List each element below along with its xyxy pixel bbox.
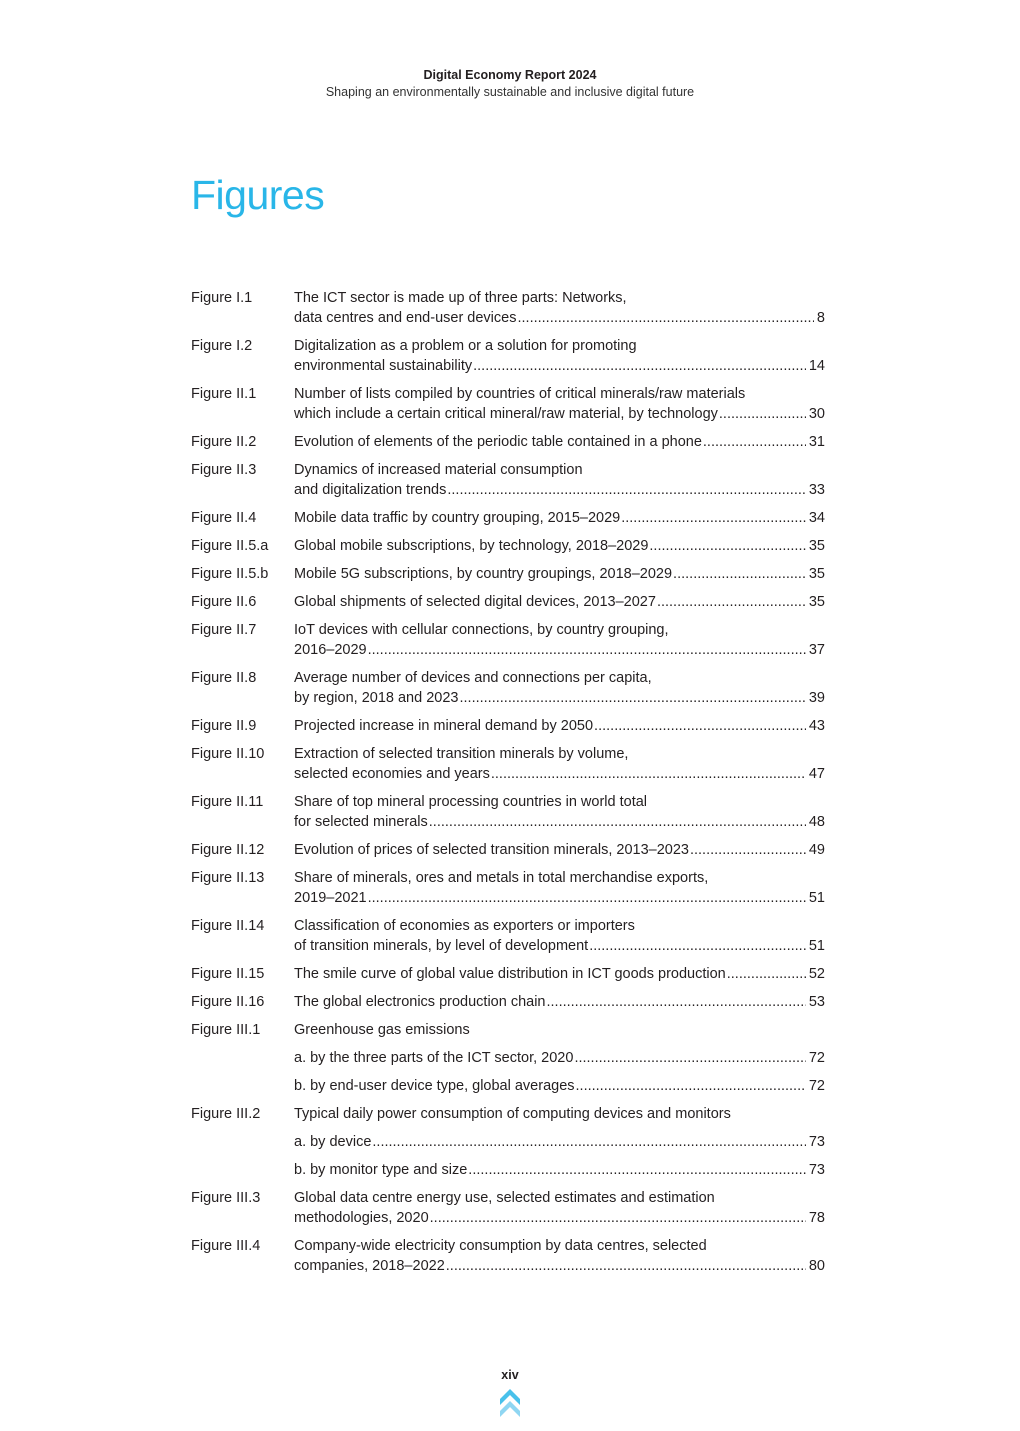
toc-entry[interactable] [191, 868, 825, 908]
figure-label: Figure II.3 [191, 462, 257, 478]
figure-title-last-line [294, 1256, 825, 1276]
toc-entry[interactable] [191, 1048, 825, 1068]
figure-title-text: Evolution of elements of the periodic table contained in a phone [294, 434, 702, 450]
figure-title [294, 432, 825, 452]
page-ref[interactable]: 72 [808, 1050, 825, 1066]
figure-title-text: selected economies and years [294, 766, 490, 782]
dot-leader [459, 688, 805, 708]
figure-title [294, 964, 825, 984]
figure-title-text: b. by end-user device type, global averages [294, 1078, 575, 1094]
figure-title-last-line [294, 1208, 825, 1228]
figure-title-last-line [294, 308, 825, 328]
figure-title [294, 668, 825, 708]
figure-label: Figure II.5.b [191, 566, 269, 582]
report-title: Digital Economy Report 2024 [423, 68, 597, 82]
figure-title-last-line [294, 1132, 825, 1152]
page-ref[interactable]: 72 [808, 1078, 825, 1094]
figure-title-last-line [294, 964, 825, 984]
toc-entry[interactable] [191, 336, 825, 376]
figure-title-line: Digitalization as a problem or a solution for promoting [294, 338, 637, 354]
figure-title [294, 1076, 825, 1096]
toc-entry[interactable] [191, 508, 825, 528]
figure-title [294, 288, 825, 328]
figure-label [191, 1160, 294, 1180]
figure-label [191, 1076, 294, 1096]
toc-entry[interactable] [191, 1160, 825, 1180]
page-ref[interactable]: 49 [808, 842, 825, 858]
toc-entry[interactable] [191, 536, 825, 556]
figure-title [294, 384, 825, 424]
dot-leader [719, 404, 806, 424]
dot-leader [727, 964, 806, 984]
dot-leader [649, 536, 805, 556]
figure-title-last-line [294, 1048, 825, 1068]
page-title: Figures [191, 172, 325, 218]
dot-leader [517, 308, 813, 328]
toc-entry[interactable] [191, 1104, 825, 1124]
dot-leader [589, 936, 806, 956]
figure-title-last-line [294, 508, 825, 528]
figure-title-line: Global data centre energy use, selected estimates and estimation [294, 1190, 715, 1206]
toc-entry[interactable] [191, 792, 825, 832]
list-of-figures [191, 288, 825, 1284]
toc-entry[interactable] [191, 432, 825, 452]
dot-leader [576, 1076, 806, 1096]
dot-leader [657, 592, 806, 612]
figure-title [294, 1236, 825, 1276]
figure-title [294, 1104, 825, 1124]
page-ref[interactable]: 51 [808, 938, 825, 954]
dot-leader [703, 432, 806, 452]
page-ref[interactable]: 14 [808, 358, 825, 374]
figure-title-last-line [294, 992, 825, 1012]
dot-leader [546, 992, 805, 1012]
toc-entry[interactable] [191, 592, 825, 612]
figure-title-line: Share of minerals, ores and metals in total merchandise exports, [294, 870, 709, 886]
toc-entry[interactable] [191, 1076, 825, 1096]
figure-title-line: Number of lists compiled by countries of critical minerals/raw materials [294, 386, 746, 402]
figure-title [294, 1160, 825, 1180]
page-ref[interactable]: 53 [808, 994, 825, 1010]
page-ref[interactable]: 35 [808, 538, 825, 554]
figure-title-last-line [294, 356, 825, 376]
toc-entry[interactable] [191, 620, 825, 660]
figure-title-line: Typical daily power consumption of computing devices and monitors [294, 1106, 731, 1122]
figure-title-text: Global shipments of selected digital devices, 2013–2027 [294, 594, 656, 610]
toc-entry[interactable] [191, 668, 825, 708]
figure-label: Figure II.7 [191, 622, 257, 638]
figure-title-text: b. by monitor type and size [294, 1162, 468, 1178]
figure-title [294, 868, 825, 908]
dot-leader [473, 356, 806, 376]
figure-title-line: The ICT sector is made up of three parts: Networks, [294, 290, 627, 306]
figure-title [294, 744, 825, 784]
page-ref[interactable]: 35 [808, 566, 825, 582]
figure-title-line: Greenhouse gas emissions [294, 1022, 470, 1038]
figure-title-last-line [294, 888, 825, 908]
page-ref[interactable]: 37 [808, 642, 825, 658]
toc-entry[interactable] [191, 288, 825, 328]
figure-title-line: Company-wide electricity consumption by data centres, selected [294, 1238, 707, 1254]
figure-label: Figure II.16 [191, 994, 265, 1010]
toc-entry[interactable] [191, 564, 825, 584]
figure-title-last-line [294, 404, 825, 424]
figure-title [294, 716, 825, 736]
figure-label: Figure II.1 [191, 386, 257, 402]
page-ref[interactable]: 31 [808, 434, 825, 450]
figure-label: Figure II.11 [191, 794, 264, 810]
dot-leader [673, 564, 806, 584]
figure-title-text: Projected increase in mineral demand by 2050 [294, 718, 594, 734]
figure-title-text: Evolution of prices of selected transition minerals, 2013–2023 [294, 842, 689, 858]
figure-title-last-line [294, 536, 825, 556]
page-ref[interactable]: 30 [808, 406, 825, 422]
toc-entry[interactable] [191, 1132, 825, 1152]
figure-title-text: Mobile data traffic by country grouping, 2015–2029 [294, 510, 621, 526]
figure-title-last-line [294, 432, 825, 452]
figure-label: Figure II.4 [191, 510, 257, 526]
toc-entry[interactable] [191, 1188, 825, 1228]
figure-title-text: data centres and end-user devices [294, 310, 517, 326]
figure-title-line: IoT devices with cellular connections, by country grouping, [294, 622, 669, 638]
toc-entry[interactable] [191, 916, 825, 956]
figure-title-last-line [294, 592, 825, 612]
figure-title-text: 2019–2021 [294, 890, 367, 906]
figure-title-text: The smile curve of global value distribution in ICT goods production [294, 966, 726, 982]
figure-title [294, 792, 825, 832]
dot-leader [491, 764, 806, 784]
page-ref[interactable]: 73 [808, 1134, 825, 1150]
figure-title-text: and digitalization trends [294, 482, 447, 498]
figure-title [294, 336, 825, 376]
figure-title [294, 840, 825, 860]
page-ref[interactable]: 43 [808, 718, 825, 734]
figure-title-last-line [294, 936, 825, 956]
figure-title-text: methodologies, 2020 [294, 1210, 429, 1226]
figure-label: Figure II.8 [191, 670, 257, 686]
toc-entry[interactable] [191, 1020, 825, 1040]
figure-label: Figure II.15 [191, 966, 265, 982]
figure-title-last-line [294, 812, 825, 832]
figure-title-text: a. by the three parts of the ICT sector, 2020 [294, 1050, 574, 1066]
figure-title-line: Classification of economies as exporters or importers [294, 918, 635, 934]
figure-label: Figure III.4 [191, 1238, 261, 1254]
figure-title [294, 620, 825, 660]
dot-leader [429, 812, 806, 832]
page-ref[interactable]: 35 [808, 594, 825, 610]
figure-label: Figure III.3 [191, 1190, 261, 1206]
figure-label: Figure II.5.a [191, 538, 269, 554]
figure-label: Figure II.10 [191, 746, 265, 762]
toc-entry[interactable] [191, 992, 825, 1012]
figure-title-line: Dynamics of increased material consumption [294, 462, 583, 478]
figure-label: Figure III.1 [191, 1022, 261, 1038]
figure-label: Figure II.14 [191, 918, 265, 934]
toc-entry[interactable] [191, 744, 825, 784]
figure-title [294, 1188, 825, 1228]
dot-leader [372, 1132, 805, 1152]
dot-leader [447, 480, 806, 500]
dot-leader [430, 1208, 806, 1228]
page-ref[interactable]: 8 [816, 310, 825, 326]
figure-title [294, 1132, 825, 1152]
figure-label: Figure II.2 [191, 434, 257, 450]
figure-title-last-line [294, 480, 825, 500]
figure-title-text: Mobile 5G subscriptions, by country groupings, 2018–2029 [294, 566, 673, 582]
figure-title-text: by region, 2018 and 2023 [294, 690, 459, 706]
figure-title-text: which include a certain critical mineral/raw material, by technology [294, 406, 718, 422]
figure-title-last-line [294, 840, 825, 860]
toc-entry[interactable] [191, 716, 825, 736]
figure-title-text: companies, 2018–2022 [294, 1258, 445, 1274]
figure-label: Figure II.6 [191, 594, 257, 610]
page-ref[interactable]: 39 [808, 690, 825, 706]
dot-leader [690, 840, 806, 860]
figure-title-last-line [294, 716, 825, 736]
figure-title-text: a. by device [294, 1134, 372, 1150]
page-ref[interactable]: 78 [808, 1210, 825, 1226]
toc-entry[interactable] [191, 384, 825, 424]
chevron-lower [500, 1401, 520, 1417]
figure-title [294, 592, 825, 612]
figure-title [294, 536, 825, 556]
page-ref[interactable]: 34 [808, 510, 825, 526]
page-ref[interactable]: 52 [808, 966, 825, 982]
figure-label [191, 1132, 294, 1152]
page-ref[interactable]: 47 [808, 766, 825, 782]
figure-title-last-line [294, 764, 825, 784]
figure-title-last-line [294, 1160, 825, 1180]
figure-title-text: The global electronics production chain [294, 994, 546, 1010]
running-header [0, 67, 1020, 100]
figure-title [294, 1048, 825, 1068]
figure-label: Figure I.1 [191, 290, 253, 306]
report-subtitle: Shaping an environmentally sustainable and inclusive digital future [325, 85, 695, 99]
dot-leader [468, 1160, 806, 1180]
figure-label: Figure II.12 [191, 842, 265, 858]
toc-entry[interactable] [191, 460, 825, 500]
dot-leader [621, 508, 806, 528]
dot-leader [594, 716, 806, 736]
figure-title [294, 564, 825, 584]
toc-entry[interactable] [191, 1236, 825, 1276]
figure-title [294, 992, 825, 1012]
figure-title-last-line [294, 640, 825, 660]
figure-title-last-line [294, 564, 825, 584]
figure-title-line: Extraction of selected transition minerals by volume, [294, 746, 629, 762]
figure-title-text: for selected minerals [294, 814, 428, 830]
figure-title-line: Average number of devices and connections per capita, [294, 670, 652, 686]
figure-label [191, 1048, 294, 1068]
dot-leader [574, 1048, 805, 1068]
page-ref[interactable]: 73 [808, 1162, 825, 1178]
page-ref[interactable]: 51 [808, 890, 825, 906]
figure-title-text: 2016–2029 [294, 642, 367, 658]
figure-title-text: Global mobile subscriptions, by technology, 2018–2029 [294, 538, 649, 554]
figure-label: Figure III.2 [191, 1106, 261, 1122]
dot-leader [446, 1256, 806, 1276]
figure-label: Figure II.13 [191, 870, 265, 886]
double-chevron-up-icon [498, 1388, 522, 1418]
page-ref[interactable]: 48 [808, 814, 825, 830]
figure-title [294, 916, 825, 956]
dot-leader [368, 888, 806, 908]
figure-label: Figure I.2 [191, 338, 253, 354]
figure-title-last-line [294, 688, 825, 708]
toc-entry[interactable] [191, 964, 825, 984]
figure-title [294, 1020, 825, 1040]
figure-title-text: of transition minerals, by level of development [294, 938, 589, 954]
dot-leader [368, 640, 806, 660]
toc-entry[interactable] [191, 840, 825, 860]
page-ref[interactable]: 80 [808, 1258, 825, 1274]
figure-label: Figure II.9 [191, 718, 257, 734]
page-number: xiv [501, 1368, 519, 1382]
figure-title [294, 508, 825, 528]
figure-title-last-line [294, 1076, 825, 1096]
figure-title-line: Share of top mineral processing countries in world total [294, 794, 648, 810]
page-ref[interactable]: 33 [808, 482, 825, 498]
figure-title-text: environmental sustainability [294, 358, 473, 374]
figure-title [294, 460, 825, 500]
